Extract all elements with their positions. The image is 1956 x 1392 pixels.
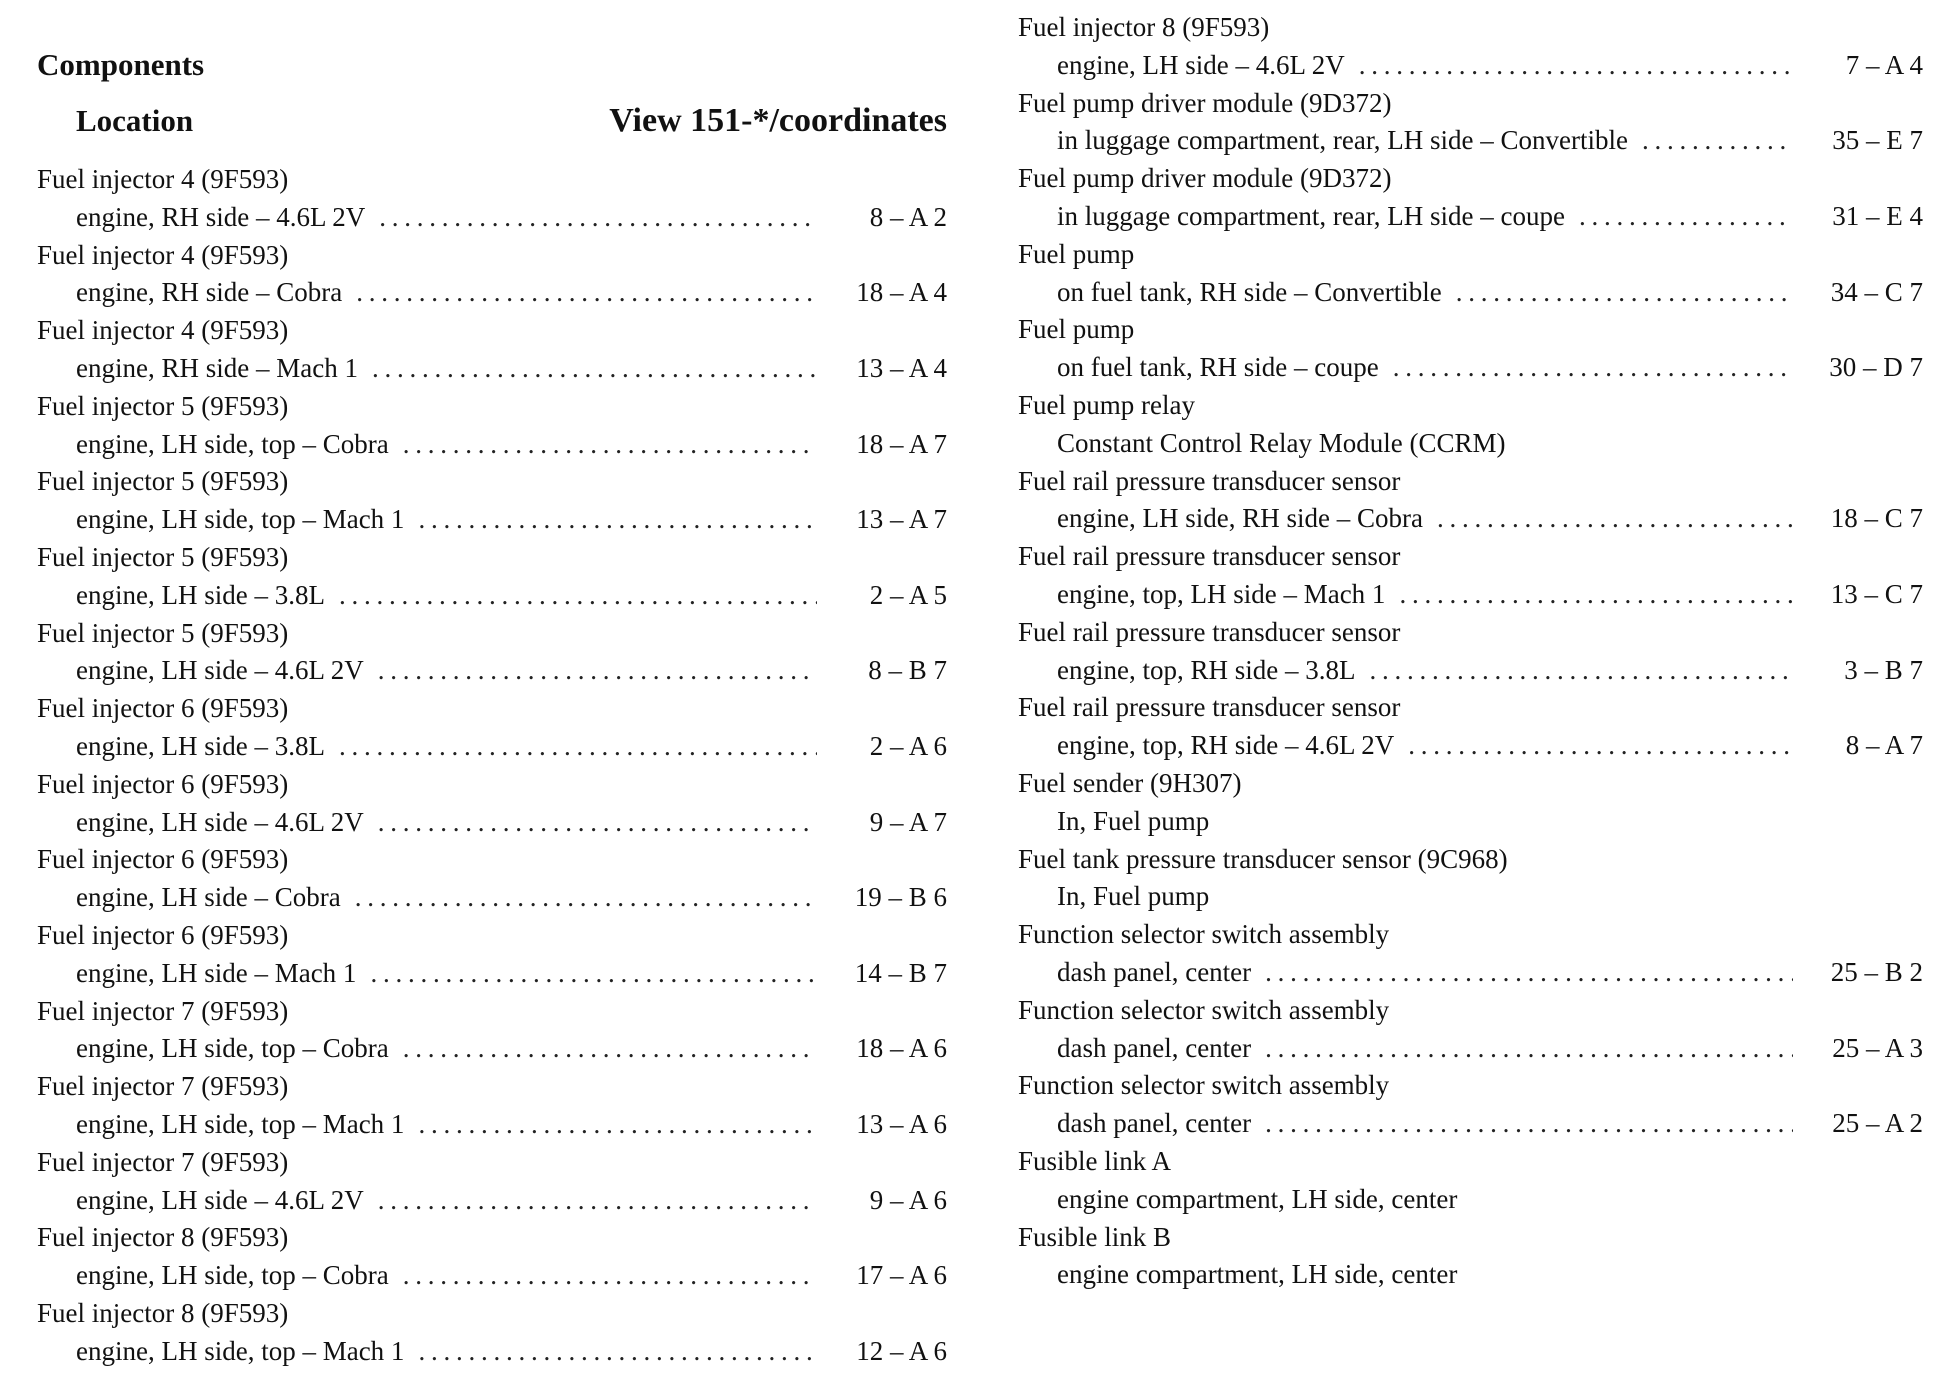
view-coordinate: 2 – A 6 [869, 730, 947, 761]
location-detail-line [1018, 954, 1923, 992]
location-text: engine, LH side, RH side – Cobra [1057, 503, 1423, 534]
dot-leader [378, 1182, 817, 1220]
location-text: on fuel tank, RH side – Convertible [1057, 276, 1442, 307]
view-coordinate: 8 – A 2 [869, 201, 947, 232]
dot-leader [418, 1106, 817, 1144]
location-text: engine compartment, LH side, center [1057, 1183, 1458, 1214]
component-name: Fuel injector 4 (9F593) [37, 239, 289, 270]
dot-leader [378, 804, 817, 842]
location-detail-line [1018, 878, 1923, 916]
location-detail-line [1018, 1030, 1923, 1068]
index-entry [37, 1295, 947, 1371]
dot-leader [1265, 954, 1793, 992]
dot-leader [1265, 1030, 1793, 1068]
dot-leader [1399, 576, 1793, 614]
location-text: engine, LH side – 3.8L [76, 730, 325, 761]
dot-leader [1437, 500, 1793, 538]
location-text: In, Fuel pump [1057, 881, 1210, 912]
location-detail-line [37, 1182, 947, 1220]
location-heading: Location [76, 103, 194, 138]
location-text: engine, LH side, top – Cobra [76, 1260, 389, 1291]
component-name: Fuel injector 6 (9F593) [37, 768, 289, 799]
view-coordinate: 12 – A 6 [856, 1335, 947, 1366]
index-entry [37, 917, 947, 993]
index-entry [1018, 9, 1923, 85]
view-coordinate: 7 – A 4 [1845, 49, 1923, 80]
dot-leader [355, 879, 817, 917]
location-detail-line [37, 1257, 947, 1295]
location-text: In, Fuel pump [1057, 805, 1210, 836]
index-entry [1018, 160, 1923, 236]
location-text: Constant Control Relay Module (CCRM) [1057, 427, 1506, 458]
component-name: Fuel injector 6 (9F593) [37, 844, 289, 875]
index-entry [1018, 387, 1923, 463]
dot-leader [378, 652, 817, 690]
component-name: Fuel injector 6 (9F593) [37, 919, 289, 950]
index-entry [1018, 85, 1923, 161]
dot-leader [1642, 122, 1793, 160]
dot-leader [1408, 727, 1793, 765]
location-detail-line [37, 199, 947, 237]
component-name: Fuel pump [1018, 314, 1135, 345]
index-entry [37, 690, 947, 766]
location-text: engine, LH side – Cobra [76, 882, 341, 913]
component-name: Function selector switch assembly [1018, 1070, 1390, 1101]
index-entry [37, 1219, 947, 1295]
index-entry [1018, 916, 1923, 992]
location-detail-line [37, 728, 947, 766]
location-text: engine, LH side – 4.6L 2V [76, 1184, 364, 1215]
location-text: engine, LH side – 4.6L 2V [76, 655, 364, 686]
dot-leader [339, 728, 817, 766]
index-entry [1018, 689, 1923, 765]
location-detail-line [1018, 1181, 1923, 1219]
component-name: Fuel injector 5 (9F593) [37, 390, 289, 421]
dot-leader [339, 577, 817, 615]
location-text: engine, top, LH side – Mach 1 [1057, 578, 1386, 609]
location-detail-line [1018, 500, 1923, 538]
location-text: engine, LH side – Mach 1 [76, 957, 357, 988]
index-entry [1018, 1143, 1923, 1219]
location-text: engine, top, RH side – 3.8L [1057, 654, 1356, 685]
index-entry [1018, 1067, 1923, 1143]
component-name: Fuel injector 8 (9F593) [1018, 12, 1270, 42]
location-text: engine, top, RH side – 4.6L 2V [1057, 730, 1395, 761]
location-detail-line [37, 501, 947, 539]
dot-leader [1359, 47, 1793, 85]
location-text: engine, LH side, top – Mach 1 [76, 1335, 405, 1366]
location-text: in luggage compartment, rear, LH side – Convertible [1057, 125, 1628, 156]
location-detail-line [37, 1333, 947, 1371]
location-detail-line [1018, 274, 1923, 312]
component-name: Fuel injector 4 (9F593) [37, 164, 289, 194]
index-entry [37, 388, 947, 464]
dot-leader [372, 350, 817, 388]
location-text: engine, RH side – Mach 1 [76, 352, 358, 383]
location-detail-line [37, 955, 947, 993]
location-detail-line [1018, 1105, 1923, 1143]
view-coordinate: 19 – B 6 [854, 882, 947, 913]
view-coordinate: 34 – C 7 [1830, 276, 1923, 307]
component-name: Function selector switch assembly [1018, 919, 1390, 950]
view-coordinate: 18 – A 6 [856, 1033, 947, 1064]
location-detail-line [37, 274, 947, 312]
location-text: on fuel tank, RH side – coupe [1057, 352, 1379, 383]
location-detail-line [37, 879, 947, 917]
location-text: engine, LH side – 4.6L 2V [1057, 49, 1345, 80]
view-coordinate: 3 – B 7 [1844, 654, 1923, 685]
view-coordinate: 9 – A 7 [869, 806, 947, 837]
view-coordinate: 9 – A 6 [869, 1184, 947, 1215]
components-heading: Components [37, 47, 205, 82]
component-name: Fuel tank pressure transducer sensor (9C968) [1018, 843, 1508, 874]
index-entry [1018, 463, 1923, 539]
dot-leader [379, 199, 817, 237]
dot-leader [1456, 274, 1793, 312]
component-name: Fuel injector 7 (9F593) [37, 1146, 289, 1177]
component-name: Fusible link B [1018, 1221, 1172, 1252]
component-name: Fuel rail pressure transducer sensor [1018, 692, 1401, 723]
component-name: Fuel injector 7 (9F593) [37, 995, 289, 1026]
index-entry [1018, 1219, 1923, 1295]
location-text: engine, LH side, top – Mach 1 [76, 504, 405, 535]
view-coordinate: 13 – A 4 [856, 352, 947, 383]
location-text: engine, LH side – 3.8L [76, 579, 325, 610]
location-detail-line [37, 350, 947, 388]
dot-leader [1369, 652, 1793, 690]
location-detail-line [1018, 1256, 1923, 1294]
component-name: Fuel sender (9H307) [1018, 767, 1242, 798]
dot-leader [403, 1030, 817, 1068]
location-text: in luggage compartment, rear, LH side – coupe [1057, 200, 1565, 231]
view-coordinate: 25 – A 3 [1832, 1032, 1923, 1063]
location-text: engine, LH side, top – Cobra [76, 1033, 389, 1064]
location-text: dash panel, center [1057, 1032, 1252, 1063]
dot-leader [418, 1333, 817, 1371]
index-entry [37, 1068, 947, 1144]
dot-leader [1265, 1105, 1793, 1143]
location-text: engine, LH side, top – Mach 1 [76, 1108, 405, 1139]
index-entry [37, 841, 947, 917]
index-entry [1018, 841, 1923, 917]
location-text: engine, LH side, top – Cobra [76, 428, 389, 459]
view-coordinate: 8 – B 7 [868, 655, 947, 686]
location-detail-line [37, 577, 947, 615]
view-coordinate: 18 – A 7 [856, 428, 947, 459]
component-name: Fuel rail pressure transducer sensor [1018, 465, 1401, 496]
component-name: Fuel rail pressure transducer sensor [1018, 616, 1401, 647]
location-text: dash panel, center [1057, 1108, 1252, 1139]
index-entry [37, 237, 947, 313]
component-name: Fuel injector 8 (9F593) [37, 1297, 289, 1328]
location-detail-line [1018, 652, 1923, 690]
view-coordinate: 2 – A 5 [869, 579, 947, 610]
view-coordinate: 8 – A 7 [1845, 730, 1923, 761]
location-detail-line [1018, 122, 1923, 160]
location-detail-line [37, 1030, 947, 1068]
component-name: Fuel injector 8 (9F593) [37, 1222, 289, 1253]
index-entry [37, 161, 947, 237]
view-coordinate: 18 – A 4 [856, 277, 947, 308]
index-entry [1018, 614, 1923, 690]
component-name: Function selector switch assembly [1018, 994, 1390, 1025]
location-detail-line [37, 1106, 947, 1144]
index-entry [37, 993, 947, 1069]
view-coordinate: 18 – C 7 [1830, 503, 1923, 534]
component-name: Fuel pump driver module (9D372) [1018, 163, 1392, 194]
component-name: Fuel injector 5 (9F593) [37, 617, 289, 648]
location-text: engine compartment, LH side, center [1057, 1259, 1458, 1290]
component-name: Fuel rail pressure transducer sensor [1018, 541, 1401, 572]
location-detail-line [1018, 425, 1923, 463]
component-name: Fuel injector 5 (9F593) [37, 541, 289, 572]
view-coordinate: 25 – B 2 [1830, 956, 1923, 987]
component-name: Fuel injector 4 (9F593) [37, 315, 289, 346]
index-entry [1018, 311, 1923, 387]
component-name: Fuel injector 7 (9F593) [37, 1071, 289, 1102]
index-entry [37, 539, 947, 615]
component-name: Fuel pump [1018, 238, 1135, 269]
dot-leader [418, 501, 817, 539]
location-detail-line [37, 652, 947, 690]
dot-leader [370, 955, 817, 993]
component-name: Fuel injector 6 (9F593) [37, 693, 289, 724]
view-coordinate: 13 – A 6 [856, 1108, 947, 1139]
location-text: engine, RH side – 4.6L 2V [76, 201, 366, 232]
index-entry [37, 463, 947, 539]
view-coordinate: 17 – A 6 [856, 1260, 947, 1291]
dot-leader [403, 1257, 817, 1295]
view-coordinate: 31 – E 4 [1832, 200, 1923, 231]
location-detail-line [37, 426, 947, 464]
component-name: Fusible link A [1018, 1145, 1172, 1176]
location-text: engine, RH side – Cobra [76, 277, 343, 308]
index-entry [37, 766, 947, 842]
location-detail-line [1018, 727, 1923, 765]
component-name: Fuel pump relay [1018, 389, 1195, 420]
location-detail-line [1018, 803, 1923, 841]
view-coordinate: 30 – D 7 [1829, 352, 1923, 383]
view-coordinate: 13 – C 7 [1830, 578, 1923, 609]
dot-leader [403, 426, 817, 464]
index-entry [37, 615, 947, 691]
view-coordinate: 14 – B 7 [854, 957, 947, 988]
left-entry-list [37, 161, 947, 1371]
location-detail-line [37, 804, 947, 842]
index-entry [1018, 236, 1923, 312]
index-entry [1018, 538, 1923, 614]
dot-leader [356, 274, 817, 312]
component-name: Fuel injector 5 (9F593) [37, 466, 289, 497]
view-coordinate: 13 – A 7 [856, 504, 947, 535]
index-entry [1018, 765, 1923, 841]
view-coordinate: 35 – E 7 [1832, 125, 1923, 156]
view-coordinates-heading: View 151-*/coordinates [609, 102, 947, 139]
location-detail-line [1018, 47, 1923, 85]
location-detail-line [1018, 349, 1923, 387]
dot-leader [1579, 198, 1793, 236]
dot-leader [1393, 349, 1793, 387]
index-entry [37, 1144, 947, 1220]
index-entry [1018, 992, 1923, 1068]
location-detail-line [1018, 576, 1923, 614]
right-entry-list [1018, 9, 1923, 1294]
component-name: Fuel pump driver module (9D372) [1018, 87, 1392, 118]
view-coordinate: 25 – A 2 [1832, 1108, 1923, 1139]
location-text: engine, LH side – 4.6L 2V [76, 806, 364, 837]
location-text: dash panel, center [1057, 956, 1252, 987]
location-detail-line [1018, 198, 1923, 236]
index-entry [37, 312, 947, 388]
